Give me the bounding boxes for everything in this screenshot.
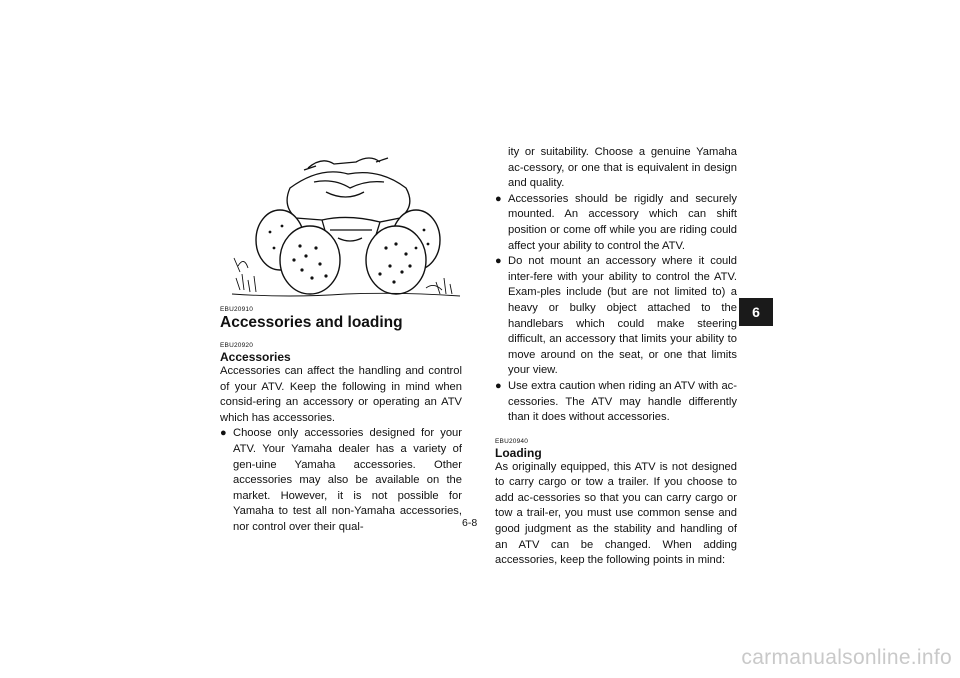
bullet-icon: ● — [495, 192, 502, 205]
loading-title: Loading — [495, 445, 542, 460]
chapter-tab: 6 — [739, 298, 773, 326]
left-column — [220, 306, 462, 536]
list-item — [495, 192, 737, 254]
accessories-title: Accessories — [220, 350, 291, 364]
bullet-continued-text: ity or suitability. Choose a genuine Yamaha ac-cessory, or one that is equivalent in design and quality. — [508, 146, 737, 190]
bullet-text: Do not mount an accessory where it could inter-fere with your ability to control the ATV. Exam-ples include (but are not limited to) a heavy or bulky object attached to the handlebars which could make steering difficult, an accessory that limits your ability to move around on the seat, or one that limits your view. — [508, 255, 737, 377]
list-item — [495, 379, 737, 426]
accessories-bullet-list-continued — [495, 192, 737, 426]
loading-code: EBU20940 — [495, 437, 529, 445]
accessories-intro: Accessories can affect the handling and control of your ATV. Keep the following in mind when consid-ering an accessory or operating an ATV which has accessories. — [220, 365, 462, 424]
list-item — [220, 426, 462, 535]
bullet-text: Use extra caution when riding an ATV with ac-cessories. The ATV may handle differently than it does without accessories. — [508, 379, 737, 424]
bullet-icon: ● — [495, 379, 502, 392]
bullet-text: Accessories should be rigidly and securely mounted. An accessory which can shift position or come off while you are riding could affect your ability to control the ATV. — [508, 192, 737, 252]
accessories-bullet-list — [220, 426, 462, 535]
bullet-text: Choose only accessories designed for your ATV. Your Yamaha dealer has a variety of gen-uine Yamaha accessories. Other accessories may also be available on the market. However, it is not possible for Yamaha to test all non-Yamaha accessories, nor control over their qual- — [233, 427, 462, 533]
atv-illustration — [230, 148, 462, 300]
section-code: EBU20910 — [220, 306, 254, 313]
accessories-code: EBU20920 — [220, 342, 254, 349]
section-title: Accessories and loading — [220, 314, 403, 331]
watermark: carmanualsonline.info — [741, 646, 952, 669]
loading-text: As originally equipped, this ATV is not designed to carry cargo or tow a trailer. If you choose to add ac-cessories so that you can carry cargo or tow a trail-er, you must use common sense and good judgment as the stability and handling of an ATV can be changed. When adding accessories, keep the following points in mind: — [495, 460, 737, 567]
bullet-icon: ● — [220, 427, 227, 440]
right-column — [495, 145, 737, 569]
list-item — [495, 254, 737, 379]
bullet-icon: ● — [495, 255, 502, 268]
page-number: 6-8 — [462, 517, 478, 529]
